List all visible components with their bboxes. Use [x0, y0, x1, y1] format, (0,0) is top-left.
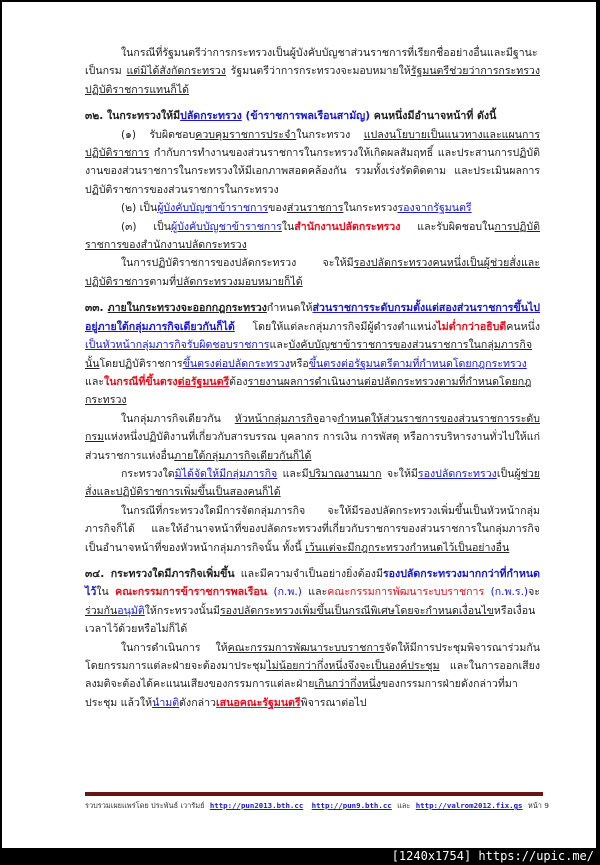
underlined-text: ร่วมกัน — [85, 604, 118, 617]
footer-divider — [85, 792, 543, 796]
text: และรับผิดชอบใน — [400, 220, 495, 233]
text: (๓) เป็น — [121, 220, 171, 233]
text: เป็น — [496, 467, 515, 480]
section-33-paragraph-1 — [85, 299, 540, 409]
page-footer — [85, 800, 555, 812]
red-underlined-text: เสนอคณะรัฐมนตรี — [216, 696, 301, 709]
text: ดังกล่าว — [179, 696, 216, 709]
underlined-text: รายงานผลการดำเนินงานต่อปลัดกระทรวงตามที่กำหนดโดยกฎกระทรวง — [85, 375, 532, 407]
text: คนหนึ่งมีอำนาจหน้าที่ ดังนี้ — [370, 110, 497, 123]
section-number: ๓๓. — [85, 302, 108, 315]
underlined-text: ผู้บังคับบัญชาข้าราชการ — [170, 220, 282, 233]
underlined-text: ภายใต้กลุ่มภารกิจเดียวกันก็ได้ — [174, 449, 312, 462]
underlined-text: ผู้บังคับบัญชาข้าราชการ — [157, 202, 269, 215]
section-32-paragraph — [85, 254, 540, 291]
underlined-text: รองปลัดกระทรวงคนหนึ่งเป็นผู้ช่วยสั่งและปฏิบัติราชการ — [85, 257, 540, 288]
text: กำหนดให้ — [266, 302, 313, 315]
text: พิจารณาต่อไป — [300, 696, 367, 709]
text: โดยปฏิบัติราชการ — [99, 357, 183, 370]
section-32-item-1 — [85, 126, 540, 200]
text: และมี — [277, 467, 309, 480]
text: ต้อง — [229, 375, 248, 388]
text: หรือเงื่อนเวลาไว้ด้วยหรือไม่ก็ได้ — [85, 604, 536, 636]
text: ในการดำเนินการ ให้ — [121, 641, 228, 654]
underlined-text: หัวหน้ากลุ่มภารกิจ — [234, 412, 319, 425]
text: ในกรณีที่รัฐมนตรีว่าการกระทรวงเป็นผู้บังคับบัญชาส่วนราชการที่เรียกชื่ออย่างอื่นและมีฐานะเป็นกรม — [85, 47, 538, 78]
text: อาจ — [319, 412, 338, 425]
text: รัฐมนตรีว่าการกระทรวงจะมอบหมายให้ — [225, 65, 411, 78]
text: (๑) รับผิดชอบ — [121, 128, 196, 141]
text: จะ — [528, 586, 540, 599]
text: และในการออกเสียงลงมติจะต้องได้คะแนนเสียงของกรรมการแต่ละฝ่าย — [85, 660, 540, 691]
document-body — [85, 44, 540, 712]
red-bold-text: คณะกรรมการข้าราชการพลเรือน — [115, 586, 268, 599]
blue-underlined-text: มิได้จัดให้มีกลุ่มภารกิจ — [174, 467, 278, 480]
underlined-text: บังคับบัญชาข้าราชการของส่วนราชการในกลุ่มภารกิจนั้น — [85, 339, 533, 370]
underlined-text: ปลัดกระทรวงมอบหมายก็ได้ — [176, 275, 303, 288]
red-text: ไม่ต่ำกว่าอธิบดี — [436, 320, 507, 333]
blue-bold-text: รองปลัดกระทรวงมากกว่าที่กำหนดไว้ — [85, 567, 540, 599]
text: และ — [301, 586, 328, 599]
text: ใน — [281, 220, 295, 233]
underlined-text: รัฐมนตรีช่วยว่าการกระทรวงปฏิบัติราชการแทนก็ได้ — [85, 65, 541, 96]
text: หรือ — [289, 357, 309, 370]
underlined-text: เว้นแต่จะมีกฎกระทรวงกำหนดไว้เป็นอย่างอื่น — [305, 541, 510, 554]
blue-underlined-text: เป็นหัวหน้ากลุ่มภารกิจรับผิดชอบราชการ — [85, 339, 270, 352]
text: ให้กระทรวงนั้นมี — [144, 604, 220, 617]
underlined-text: ปลัดกระทรวง — [180, 110, 242, 123]
text: กระทรวงใด — [121, 467, 175, 480]
image-host-watermark: [1240x1754] https://upic.me/ — [391, 849, 594, 863]
underlined-text: ส่วนราชการ — [286, 202, 344, 215]
underlined-text: ปริมาณงานมาก — [308, 467, 382, 480]
text: ในกระทรวง — [296, 128, 364, 141]
underlined-text: กำหนดให้ส่วนราชการของส่วนราชการระดับกรม — [85, 412, 540, 444]
underlined-text: ผู้ช่วยสั่งและปฏิบัติราชการเพิ่มขึ้นเป็นสองคนก็ได้ — [85, 467, 540, 499]
text: และ — [85, 375, 105, 388]
section-33-paragraph-3 — [85, 465, 540, 502]
text: ในกระทรวง — [343, 202, 398, 215]
footer-text: และ — [397, 801, 411, 810]
section-34-paragraph-1 — [85, 565, 540, 639]
text: กำกับการทำงานของส่วนราชการในกระทรวงให้เกิดผลสัมฤทธิ์ และประสานการปฏิบัติงานของส่วนราชการในกระทรวงให้มีเอกภาพสอดคล้องกัน รวมทั้งเร่งรัดติดตาม และประเมินผลการปฏิบัติราชการของส่วนราชการในกระทรวง — [85, 147, 540, 196]
blue-underlined-text: ขึ้นตรงต่อปลัดกระทรวง — [182, 357, 290, 370]
blue-underlined-text: รองปลัดกระทรวง — [417, 467, 497, 480]
section-32-item-2 — [85, 199, 540, 217]
underlined-text: ภายในกระทรวงจะออกกฎกระทรวง — [107, 302, 267, 315]
underlined-text: เกินกว่ากึ่งหนึ่ง — [314, 678, 382, 691]
footer-link-pun9[interactable]: http://pun9.bth.cc — [311, 801, 392, 810]
underlined-text: คณะกรรมการพัฒนาระบบราชการ — [227, 641, 385, 654]
underlined-text: แปลงนโยบายเป็นแนวทางและแผนการปฏิบัติราชการ — [85, 128, 541, 160]
section-33-paragraph-2 — [85, 410, 540, 465]
text: ในกลุ่มภารกิจเดียวกัน — [121, 412, 235, 425]
blue-underlined-text: ส่วนราชการระดับกรมตั้งแต่สองส่วนราชการขึ้นไปอยู่ภายใต้กลุ่มภารกิจเดียวกันก็ได้ — [85, 302, 540, 333]
underlined-text: ไม่น้อยกว่ากึ่งหนึ่งจึงจะเป็นองค์ประชุม — [266, 660, 440, 672]
footer-link-pun2013[interactable]: http://pun2013.bth.cc — [209, 801, 304, 810]
section-number: ๓๒. ในกระทรวงให้มี — [85, 110, 181, 123]
text: ของกรรมการฝ่ายดังกล่าวที่มาประชุม แล้วให้ — [85, 678, 518, 709]
red-text: คณะกรรมการพัฒนาระบบราชการ — [327, 586, 485, 599]
page-number: หน้า 9 — [527, 801, 550, 810]
text: คนหนึ่ง — [506, 320, 540, 333]
underlined-text: การปฏิบัติราชการของสำนักงานปลัดกระทรวง — [85, 220, 541, 252]
section-number: ๓๔. กระทรวงใดมีภารกิจเพิ่มขึ้น — [85, 567, 235, 580]
blue-underlined-text: ขึ้นตรงต่อรัฐมนตรีตามที่กำหนดโดยกฎกระทรวง — [308, 357, 527, 370]
blue-text: (ก.พ.ร.) — [490, 586, 529, 599]
text: โดยให้แต่ละกลุ่มภารกิจมีผู้ดำรงตำแหน่ง — [234, 320, 437, 333]
intro-paragraph — [85, 44, 540, 99]
text: จัดให้มีการประชุมพิจารณาร่วมกัน โดยกรรมการแต่ละฝ่ายจะต้องมาประชุม — [85, 641, 540, 672]
footer-author: รวบรวมเผยแพร่โดย ประพันธ์ เวารัมย์ — [85, 801, 205, 810]
red-text: สำนักงานปลัดกระทรวง — [294, 220, 401, 233]
text: จะให้มี — [381, 467, 418, 480]
blue-underlined-text: นำมติ — [152, 696, 180, 709]
underlined-text: รองจากรัฐมนตรี — [397, 202, 472, 215]
document-page — [2, 2, 596, 848]
text: ใน — [96, 586, 116, 599]
text: และ — [269, 339, 289, 352]
red-underlined-text: ต่อรัฐมนตรี — [177, 375, 230, 388]
red-text: ในกรณีที่ขึ้นตรง — [104, 375, 178, 388]
text: และมีความจำเป็นอย่างยิ่งต้องมี — [234, 567, 383, 580]
section-32-heading — [85, 107, 540, 125]
text: ของ — [268, 202, 287, 215]
blue-text: (ข้าราชการพลเรือนสามัญ) — [245, 110, 371, 123]
text: ในการปฏิบัติราชการของปลัดกระทรวง จะให้มี — [121, 257, 354, 270]
text: ตามที่ — [149, 275, 177, 288]
blue-underlined-text: อนุมัติ — [117, 604, 145, 617]
underlined-text: ควบคุมราชการประจำ — [195, 128, 297, 141]
text: แห่งหนึ่งปฏิบัติงานที่เกี่ยวกับสารบรรณ บุคลากร การเงิน การพัสดุ หรือการบริหารงานทั่วไปให้แก่ส่วนราชการแห่งอื่น — [85, 431, 540, 462]
underlined-text: รองปลัดกระทรวงเพิ่มขึ้นเป็นกรณีพิเศษโดยจะกำหนดเงื่อนไข — [219, 604, 494, 617]
text: ในกรณีที่กระทรวงใดมีการจัดกลุ่มภารกิจ จะให้มีรองปลัดกระทรวงเพิ่มขึ้นเป็นหัวหน้ากลุ่มภารกิจก็ได้ และให้อำนาจหน้าที่ของปลัดกระทรวงที่เกี่ยวกับราชการของส่วนราชการในกลุ่มภารกิจเป็นอำนาจหน้าที่ของหัวหน้ากลุ่มภารกิจนั้น ทั้งนี้ — [85, 504, 540, 554]
text: (๒) เป็น — [121, 202, 158, 215]
underlined-text: แต่มิได้สังกัดกระทรวง — [126, 65, 226, 78]
footer-link-valrom2012[interactable]: http://valrom2012.fix.gs — [415, 801, 523, 810]
blue-text: (ก.พ.) — [273, 586, 302, 599]
section-32-item-3 — [85, 218, 540, 255]
section-34-paragraph-2 — [85, 639, 540, 713]
section-33-paragraph-4 — [85, 502, 540, 557]
